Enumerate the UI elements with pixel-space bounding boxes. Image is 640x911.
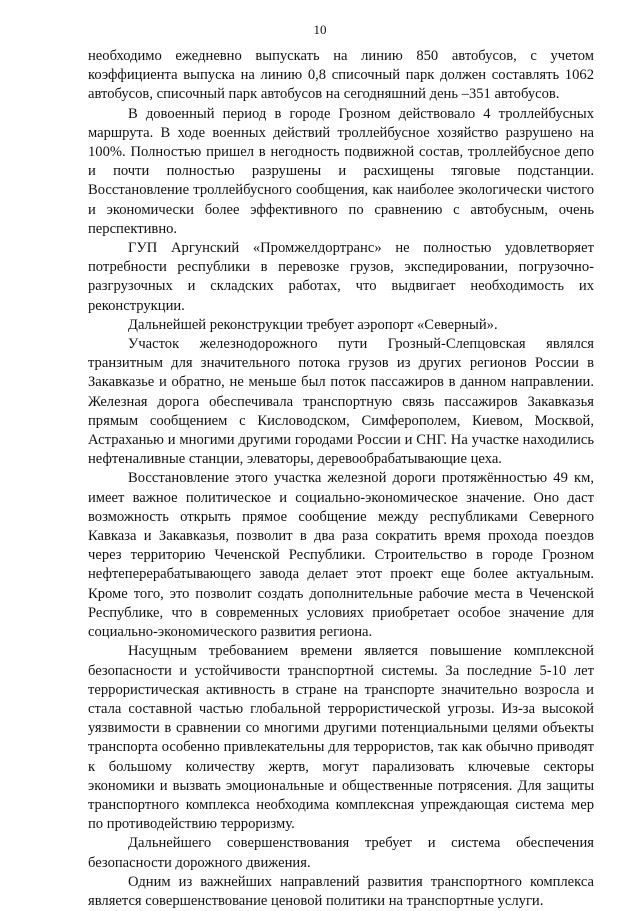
paragraph-transport-security: Насущным требованием времени является повышение комплексной безопасности и устойчивости транспортной системы. За последние 5-10 лет террористическая активность в стране на транспорте значительно возросла и стала составной частью глобальной террористической угрозы. Из-за высокой уязвимости в сравнении со многими другими потенциальными целями объекты транспорта особенно привлекательны для террористов, так как обычно приводят к большому количеству жертв, могут парализовать ключевые секторы экономики и вызвать эмоциональные и общественные потрясения. Для защиты транспортного комплекса необходима комплексная упреждающая система мер по противодействию терроризму. [88,643,594,833]
paragraph-airport: Дальнейшей реконструкции требует аэропорт «Северный». [128,316,498,333]
paragraph-railway-restoration: Восстановление этого участка железной дороги протяжённостью 49 км, имеет важное политическое и социально-экономическое значение. Оно даст возможность открыть прямое сообщение между республиками Северного Кавказа и Закавказья, позволит в два раза сократить время прохода поездов через территорию Чеченской Республики. Строительство в городе Грозном нефтеперерабатывающего завода делает этот проект еще более актуальным. Кроме того, это позволит создать дополнительные рабочие места в Чеченской Республике, что в современных условиях приобретает особое значение для социально-экономического развития региона. [88,470,594,641]
paragraph-road-safety: Дальнейшего совершенствования требует и система обеспечения безопасности дорожного движения. [88,835,594,871]
page-number: 10 [313,22,327,37]
paragraph-trolleybus: В довоенный период в городе Грозном действовало 4 троллейбусных маршрута. В ходе военных действий троллейбусное хозяйство разрушено на 100%. Полностью пришел в негодность подвижной состав, троллейбусное депо и почти полностью разрушены и расхищены тяговые подстанции. Восстановление троллейбусного сообщения, как наиболее экологически чистого и экономически более эффективного по сравнению с автобусным, очень перспективно. [88,105,594,237]
paragraph-promzheldortrans: ГУП Аргунский «Промжелдортранс» не полностью удовлетворяет потребности республики в перевозке грузов, экспедировании, погрузочно-разгрузочных и складских работах, что выдвигает необходимость их реконструкции. [88,240,594,314]
document-body [88,47,594,911]
paragraph-bus-fleet: необходимо ежедневно выпускать на линию 850 автобусов, с учетом коэффициента выпуска на линию 0,8 списочный парк должен составлять 1062 автобусов, списочный парк автобусов на сегодняшний день –351 автобусов. [88,48,594,103]
paragraph-pricing-policy: Одним из важнейших направлений развития транспортного комплекса является совершенствование ценовой политики на транспортные услуги. [88,873,594,909]
paragraph-railway-section: Участок железнодорожного пути Грозный-Слепцовская являлся транзитным для значительного потока грузов из других регионов России в Закавказье и обратно, не меньше был поток пассажиров в данном направлении. Железная дорога обеспечивала транспортную связь пассажиров Закавказья прямым сообщением с Кисловодском, Симферополем, Киевом, Москвой, Астраханью и многими другими городами России и СНГ. На участке находились нефтеналивные станции, элеваторы, деревообрабатывающие цеха. [88,336,594,468]
